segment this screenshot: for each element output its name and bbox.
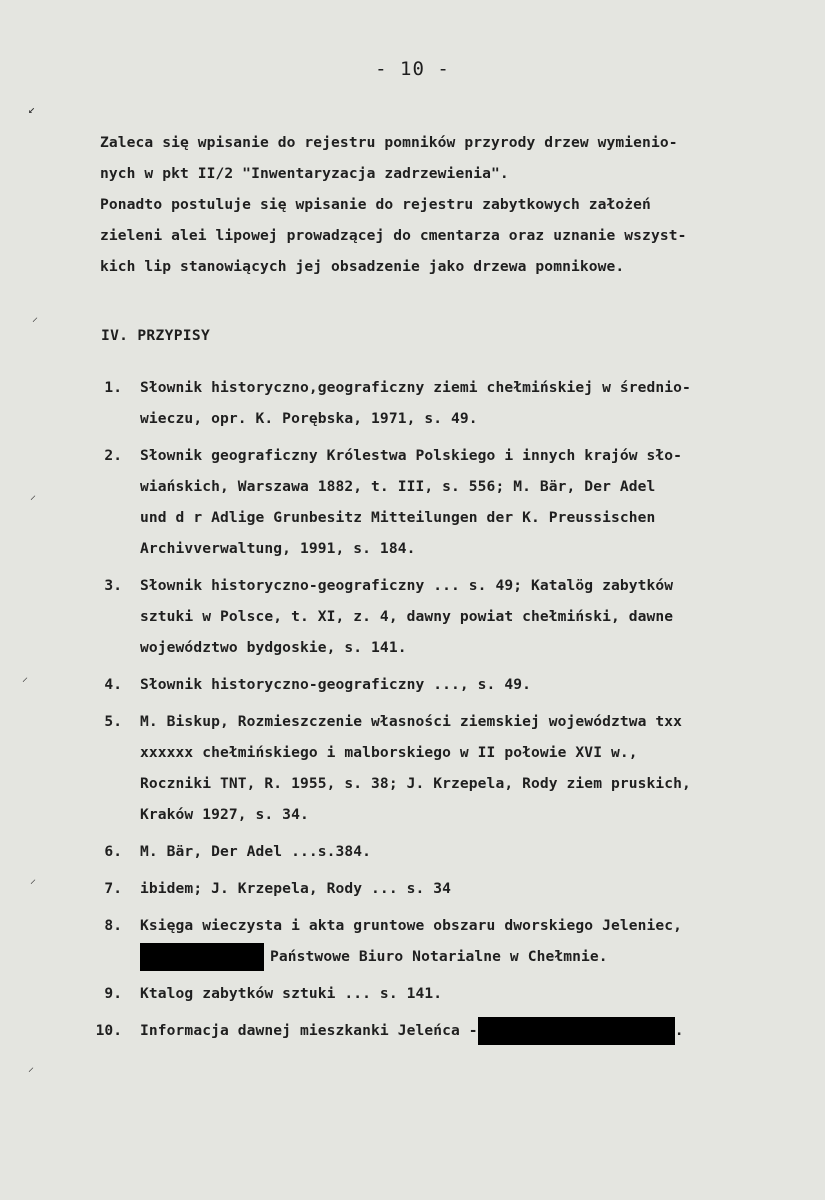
paragraph-line: nych w pkt II/2 "Inwentaryzacja zadrzewienia". xyxy=(100,165,509,182)
reference-text xyxy=(140,440,800,564)
margin-mark: ⸝ xyxy=(22,670,29,684)
paragraph-line: kich lip stanowiących jej obsadzenie jako drzewa pomnikowe. xyxy=(100,258,625,275)
reference-line: Roczniki TNT, R. 1955, s. 38; J. Krzepela, Rody ziem pruskich, xyxy=(140,775,691,792)
reference-text xyxy=(140,706,800,830)
reference-number: 10. xyxy=(95,1022,122,1039)
reference-line: Słownik historyczno,geograficzny ziemi chełmińskiej w średnio- xyxy=(140,379,691,396)
reference-text xyxy=(140,372,800,434)
reference-line: sztuki w Polsce, t. XI, z. 4, dawny powiat chełmiński, dawne xyxy=(140,608,674,625)
reference-line: Słownik historyczno-geograficzny ... s. 49; Katalög zabytków xyxy=(140,577,674,594)
margin-mark: ⸝ xyxy=(30,872,37,886)
reference-line-tail: Państwowe Biuro Notarialne w Chełmnie. xyxy=(270,948,608,965)
reference-line: Księga wieczysta i akta gruntowe obszaru dworskiego Jeleniec, xyxy=(140,917,683,934)
reference-text xyxy=(140,873,800,904)
reference-line: Kraków 1927, s. 34. xyxy=(140,806,309,823)
reference-number: 1. xyxy=(104,379,122,396)
reference-line: województwo bydgoskie, s. 141. xyxy=(140,639,407,656)
reference-item xyxy=(0,570,825,663)
reference-line: Słownik geograficzny Królestwa Polskiego i innych krajów sło- xyxy=(140,447,683,464)
reference-number: 3. xyxy=(104,577,122,594)
reference-line: Archivverwaltung, 1991, s. 184. xyxy=(140,540,416,557)
reference-item xyxy=(0,1015,825,1046)
reference-text xyxy=(140,910,800,972)
section-heading: IV. PRZYPISY xyxy=(101,327,211,344)
reference-item xyxy=(0,706,825,830)
reference-line: wiańskich, Warszawa 1882, t. III, s. 556; M. Bär, Der Adel xyxy=(140,478,656,495)
reference-number: 2. xyxy=(104,447,122,464)
paragraph-line: Zaleca się wpisanie do rejestru pomników przyrody drzew wymienio- xyxy=(100,134,678,151)
reference-item xyxy=(0,910,825,972)
reference-line: und d r Adlige Grunbesitz Mitteilungen der K. Preussischen xyxy=(140,509,656,526)
margin-mark: ↙ xyxy=(28,102,36,116)
reference-line-redacted xyxy=(140,1015,800,1046)
reference-line-head: Informacja dawnej mieszkanki Jeleńca - xyxy=(140,1022,478,1039)
reference-text xyxy=(140,570,800,663)
reference-item xyxy=(0,440,825,564)
body-paragraph xyxy=(100,127,790,282)
margin-mark: ⸝ xyxy=(28,1060,35,1074)
references-list xyxy=(0,372,825,1052)
reference-number: 8. xyxy=(104,917,122,934)
reference-line-redacted xyxy=(140,941,800,972)
reference-line: M. Bär, Der Adel ...s.384. xyxy=(140,843,372,860)
redaction-block xyxy=(140,943,264,971)
reference-number: 5. xyxy=(104,713,122,730)
reference-number: 6. xyxy=(104,843,122,860)
reference-text xyxy=(140,836,800,867)
reference-item xyxy=(0,372,825,434)
margin-mark: ⸝ xyxy=(32,310,39,324)
reference-text xyxy=(140,1015,800,1046)
paragraph-line: Ponadto postuluje się wpisanie do rejestru zabytkowych założeń xyxy=(100,196,651,213)
reference-number: 9. xyxy=(104,985,122,1002)
reference-line: Słownik historyczno-geograficzny ..., s. 49. xyxy=(140,676,531,693)
reference-item xyxy=(0,836,825,867)
redaction-block xyxy=(478,1017,675,1045)
reference-number: 4. xyxy=(104,676,122,693)
reference-line: Ktalog zabytków sztuki ... s. 141. xyxy=(140,985,443,1002)
reference-line: M. Biskup, Rozmieszczenie własności ziemskiej województwa txx xyxy=(140,713,683,730)
margin-mark: ⸝ xyxy=(30,488,37,502)
reference-line: wieczu, opr. K. Porębska, 1971, s. 49. xyxy=(140,410,478,427)
reference-line-tail: . xyxy=(674,1022,684,1039)
reference-text xyxy=(140,669,800,700)
reference-text xyxy=(140,978,800,1009)
reference-item xyxy=(0,669,825,700)
reference-line: xxxxxx chełmińskiego i malborskiego w II połowie XVI w., xyxy=(140,744,638,761)
reference-line: ibidem; J. Krzepela, Rody ... s. 34 xyxy=(140,880,452,897)
reference-item xyxy=(0,873,825,904)
reference-number: 7. xyxy=(104,880,122,897)
paragraph-line: zieleni alei lipowej prowadzącej do cmentarza oraz uznanie wszyst- xyxy=(100,227,687,244)
page-number: - 10 - xyxy=(375,58,450,80)
reference-item xyxy=(0,978,825,1009)
